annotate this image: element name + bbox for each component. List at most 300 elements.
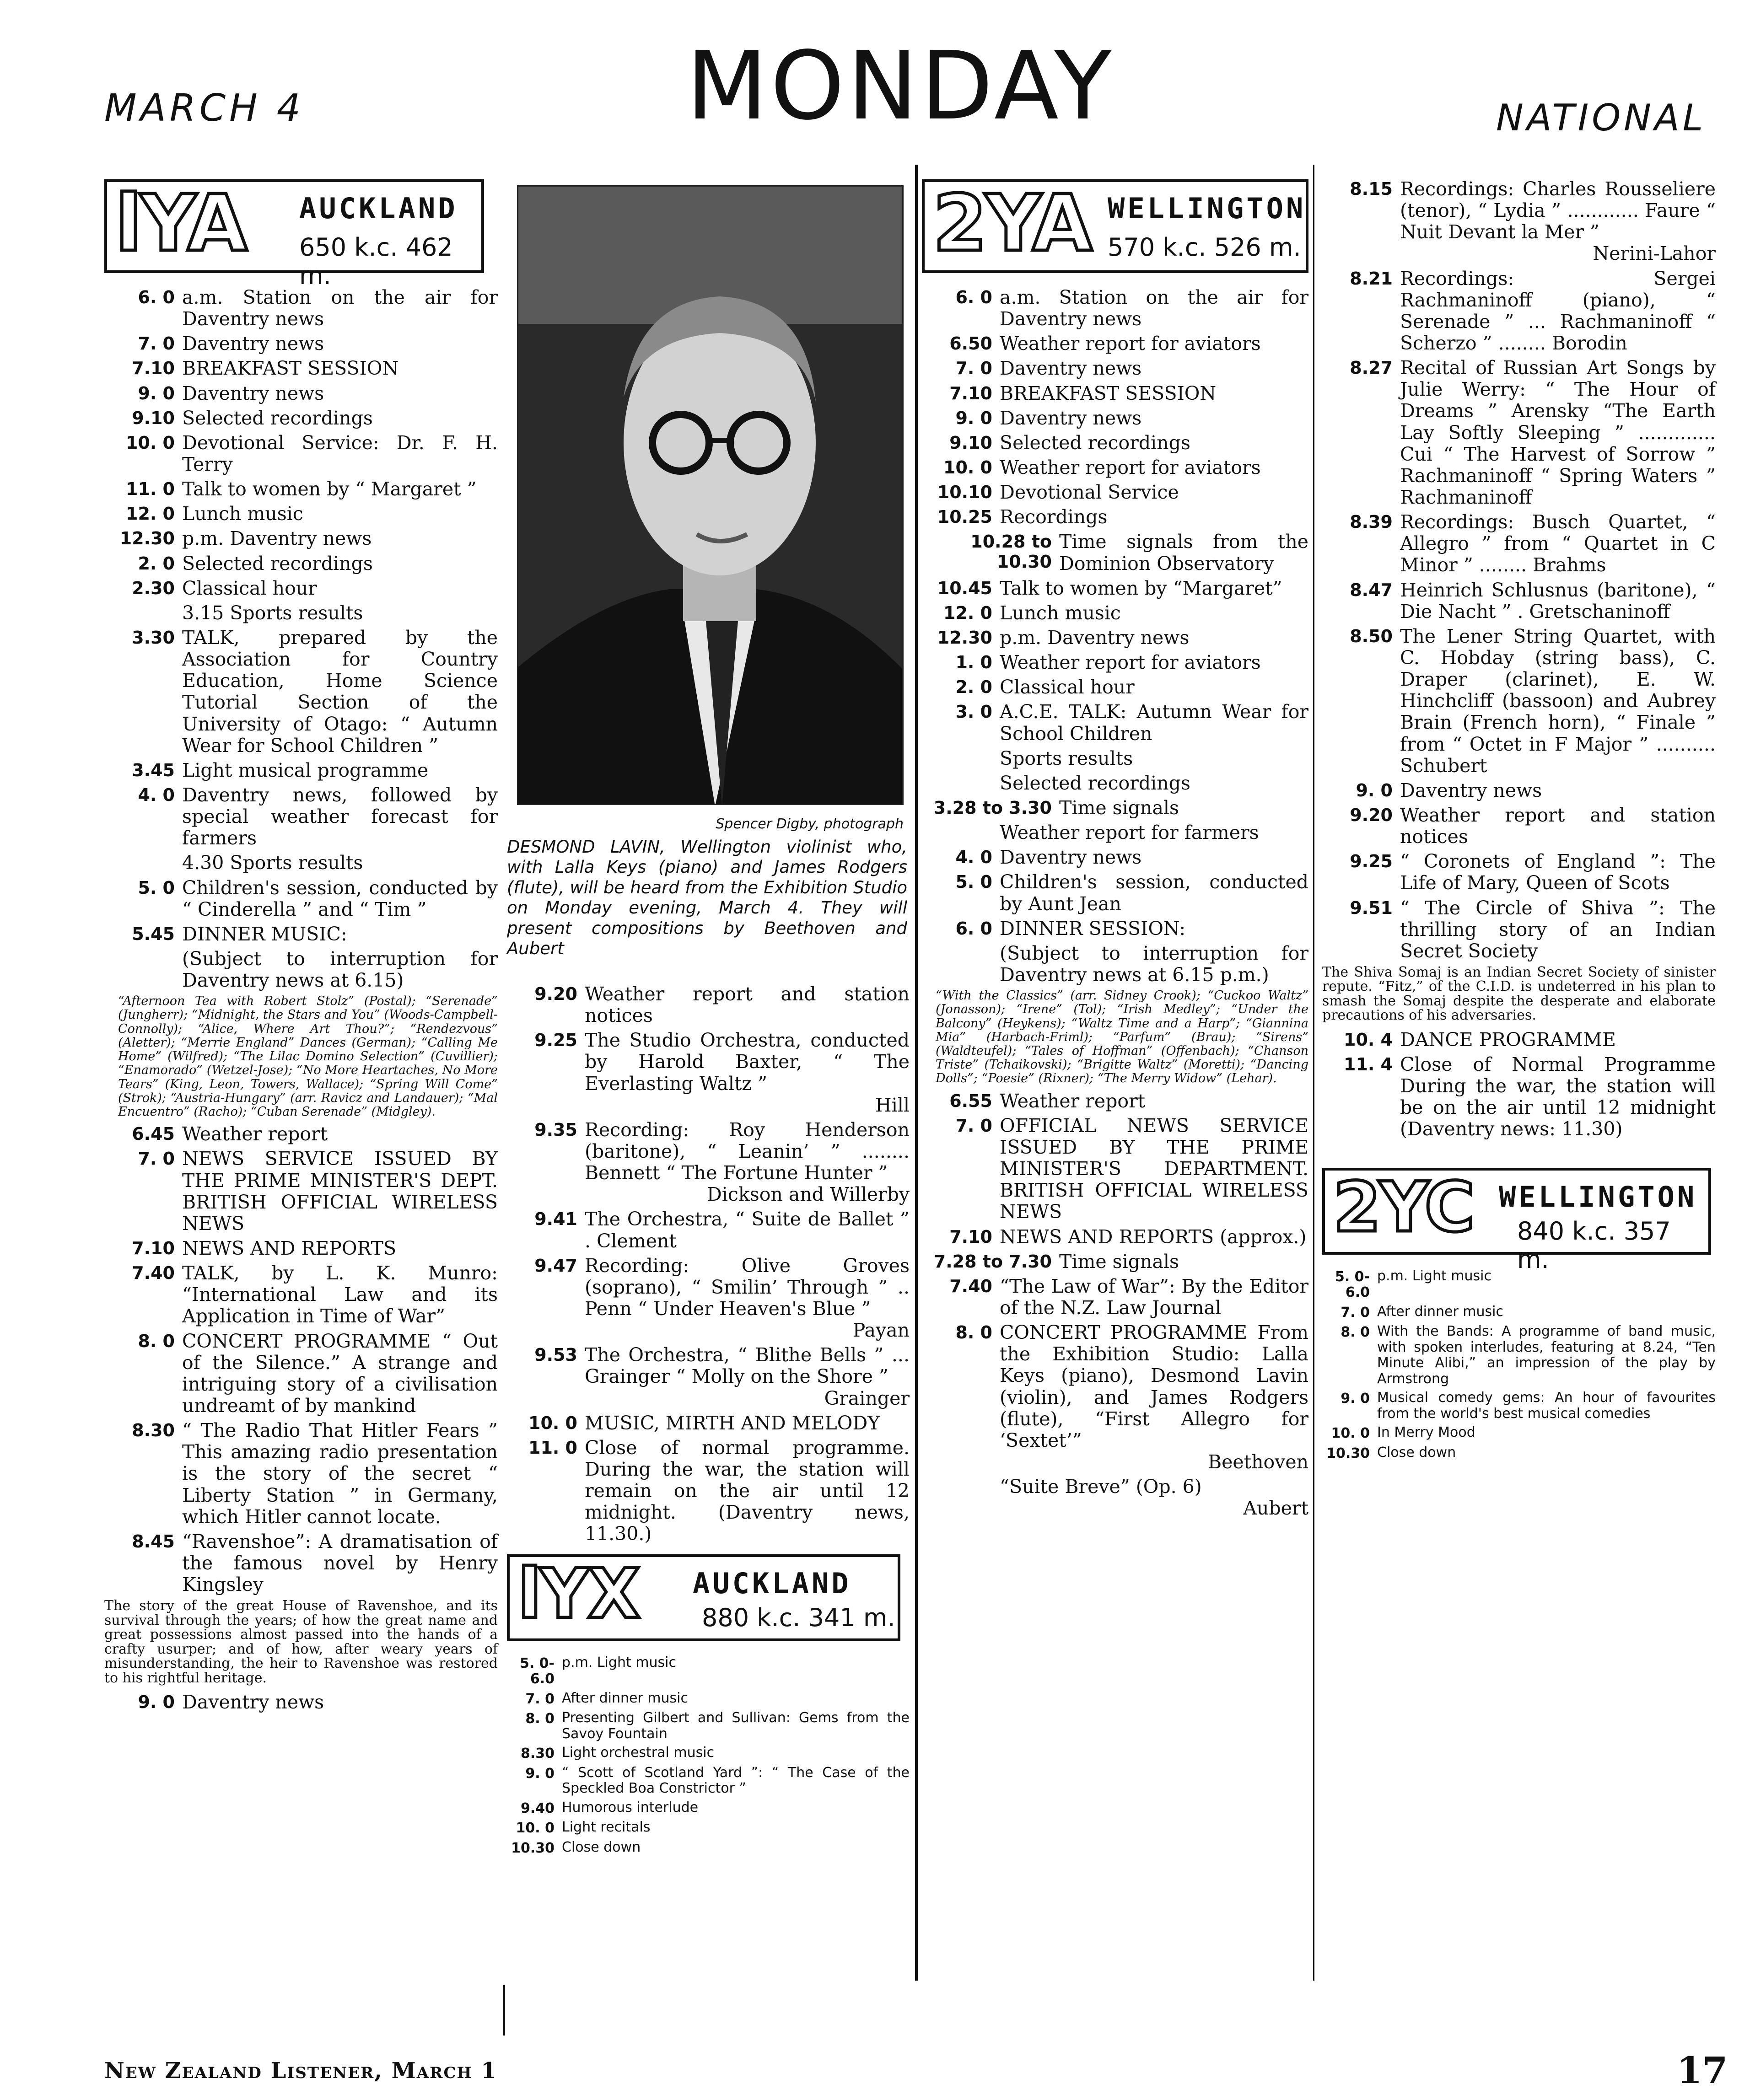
time: 6.50: [949, 333, 992, 354]
programme: [1000, 1115, 1308, 1223]
time: 9.25: [534, 1030, 577, 1051]
programme-text: Close down: [562, 1839, 641, 1855]
time: 7. 0: [955, 1115, 992, 1136]
programme: [1400, 897, 1716, 962]
programme: [562, 1840, 910, 1857]
call-sign: lYX: [518, 1554, 639, 1634]
schedule-entry: [922, 773, 1308, 794]
time: 9.25: [1350, 851, 1393, 872]
time: 3. 0: [955, 702, 992, 722]
programme: [585, 1119, 910, 1206]
programme: [1000, 333, 1308, 354]
programme-text: Classical hour: [182, 577, 317, 599]
time: 8. 0: [138, 1331, 175, 1351]
time: 10.45: [937, 578, 992, 598]
time: [104, 948, 182, 991]
programme-text: “Ravenshoe”: A dramatisation of the famous novel by Henry Kingsley: [182, 1530, 498, 1596]
time: 9.40: [520, 1800, 555, 1816]
time: 9.41: [534, 1209, 577, 1230]
station-logo-1YA: [104, 178, 484, 290]
programme: [1400, 780, 1716, 801]
schedule-entry: [104, 1262, 498, 1327]
composer: Hill: [875, 1094, 910, 1116]
programme: [1000, 432, 1308, 454]
time: 6. 0: [955, 918, 992, 939]
programme-text: A.C.E. TALK: Autumn Wear for School Children: [1000, 701, 1308, 745]
composer: Aubert: [1243, 1497, 1308, 1520]
programme: [182, 528, 498, 549]
programme: [1059, 797, 1308, 819]
programme: [182, 602, 498, 624]
programme-text: MUSIC, MIRTH AND MELODY: [585, 1412, 880, 1434]
column-2YA: [922, 174, 1308, 1522]
programme: [182, 408, 498, 429]
programme: [585, 1030, 910, 1116]
time: 10.28 to 10.30: [970, 532, 1052, 572]
time: 7. 0: [1341, 1304, 1370, 1321]
programme-text: NEWS SERVICE ISSUED BY THE PRIME MINISTER'S DEPT. BRITISH OFFICIAL WIRELESS NEWS: [182, 1148, 498, 1235]
programme: [182, 1531, 498, 1595]
time: 7.10: [132, 358, 175, 379]
schedule-entry: [922, 482, 1308, 503]
programme-text: “Suite Breve” (Op. 6): [1000, 1476, 1202, 1498]
time: 8.50: [1350, 626, 1393, 646]
schedule-entry: [104, 333, 498, 354]
programme-text: Time signals from the Dominion Observatory: [1059, 531, 1308, 575]
programme: [1000, 943, 1308, 986]
schedule-entry: [922, 457, 1308, 478]
schedule-entry: [1322, 780, 1716, 801]
programme-text: Weather report: [182, 1123, 328, 1145]
programme-text: Lunch music: [182, 503, 303, 525]
time: 9. 0: [955, 408, 992, 428]
page-title: MONDAY: [686, 31, 1114, 141]
portrait-image: [518, 187, 904, 805]
time: 5. 0: [955, 872, 992, 892]
programme-text: Daventry news: [1000, 407, 1142, 429]
column-1YA-continued: [507, 983, 910, 1859]
programme: [585, 1344, 910, 1409]
time: [104, 852, 182, 874]
schedule-entry: [1322, 1324, 1716, 1387]
schedule-entry: [922, 1322, 1308, 1473]
programme-text: Weather report for aviators: [1000, 333, 1261, 355]
ravenshoe-note: The story of the great House of Ravenshoe, and its survival through the years; of how the great name and great possessions almost passed into the hands of a crafty usurper; and of how, after weary years of misunderstanding, the heir to Ravenshoe was restored to his rightful heritage.: [104, 1598, 498, 1686]
programme-text: OFFICIAL NEWS SERVICE ISSUED BY THE PRIME MINISTER'S DEPARTMENT. BRITISH OFFICIAL WIRELESS NEWS: [1000, 1114, 1308, 1223]
programme-text: Presenting Gilbert and Sullivan: Gems from the Savoy Fountain: [562, 1710, 910, 1742]
schedule-entry: [922, 1115, 1308, 1223]
time: 8.47: [1350, 580, 1393, 600]
schedule-entry: [922, 1090, 1308, 1112]
time: 6. 0: [955, 287, 992, 307]
programme-text: p.m. Light music: [1377, 1268, 1491, 1284]
time: 8.30: [520, 1746, 555, 1762]
programme-text: Musical comedy gems: An hour of favourites from the world's best musical comedies: [1377, 1390, 1716, 1422]
time: 7. 0: [955, 358, 992, 379]
programme: [1000, 677, 1308, 698]
schedule-entry: [922, 627, 1308, 649]
programme: [1377, 1425, 1716, 1442]
programme-text: Recording: Roy Henderson (baritone), “ Leanin’ ” ........ Bennett “ The Fortune Hunter ”: [585, 1118, 910, 1184]
schedule-entry: [104, 478, 498, 500]
schedule-entry: [507, 983, 910, 1026]
schedule-entry: [507, 1710, 910, 1742]
schedule-list: [507, 1655, 910, 1857]
time: 9.53: [534, 1345, 577, 1365]
programme: [1400, 511, 1716, 576]
time: [922, 1476, 1000, 1519]
station-logo-1YX: [507, 1554, 900, 1641]
time: 7.40: [132, 1263, 175, 1284]
programme-text: “ The Radio That Hitler Fears ” This amazing radio presentation is the story of the secret “ Liberty Station ” in Germany, which Hitler cannot locate.: [182, 1419, 498, 1528]
dinner-music-note: “Afternoon Tea with Robert Stolz” (Postal); “Serenade” (Jungherr); “Midnight, the Stars and You” (Woods-Campbell-Connolly); “Alice, Where Art Thou?”; “Rendezvous” (Aletter); “Merrie England” Dances (German); “Calling Me Home” (Wilfred); “The Lilac Domino Selection” (Cuvillier); “Enamorado” (Wetzel-Jose); “No More Heartaches, No More Tears” (King, Leon, Towers, Wallace); “Spring Will Come” (Strok); “Austria-Hungary” (arr. Ravicz and Landauer); “Mal Encuentro” (Racho); “Cuban Serenade” (Midgley).: [118, 994, 498, 1119]
call-sign: lYA: [115, 178, 246, 269]
programme: [1400, 805, 1716, 848]
schedule-entry: [507, 1691, 910, 1708]
time: 10. 0: [1331, 1425, 1370, 1442]
programme-text: Sports results: [1000, 747, 1133, 769]
programme: [1377, 1324, 1716, 1387]
time: 12. 0: [943, 602, 992, 623]
programme-text: Classical hour: [1000, 676, 1135, 698]
programme: [1000, 358, 1308, 379]
time: 9.51: [1350, 897, 1393, 918]
call-sign: 2YA: [933, 178, 1091, 269]
time: 4. 0: [138, 784, 175, 805]
schedule-entry: [922, 333, 1308, 354]
programme-text: CONCERT PROGRAMME “ Out of the Silence.” A strange and intriguing story of a civilisation undreamt of by mankind: [182, 1330, 498, 1417]
programme-text: Recordings: [1000, 506, 1108, 528]
schedule-entry: [922, 287, 1308, 330]
time: 9. 0: [525, 1765, 555, 1782]
schedule-entry: [104, 383, 498, 404]
schedule-entry: [507, 1765, 910, 1797]
programme: [1000, 1476, 1308, 1519]
schedule-entry: [1322, 626, 1716, 777]
programme-text: p.m. Daventry news: [182, 527, 372, 550]
programme: [562, 1745, 910, 1762]
programme: [585, 1413, 910, 1434]
schedule-entry: [1322, 1054, 1716, 1140]
schedule-entry: [922, 408, 1308, 429]
programme: [182, 553, 498, 575]
programme: [182, 287, 498, 330]
network-label: NATIONAL: [1496, 97, 1707, 139]
programme-text: Time signals: [1059, 1250, 1179, 1273]
time: 11. 4: [1344, 1054, 1393, 1075]
time: 9. 0: [138, 1692, 175, 1713]
programme: [1000, 578, 1308, 599]
schedule-list: [1322, 1268, 1716, 1462]
schedule-entry: [922, 1276, 1308, 1319]
time: 9. 0: [138, 383, 175, 403]
programme-text: Recital of Russian Art Songs by Julie Werry: “ The Hour of Dreams ” Arensky “The Earth Lay Softly Sleeping ” ............. Cui “ The Harvest of Sorrow ” Rachmaninoff “ Spring Waters ” Rachmaninoff: [1400, 357, 1716, 508]
time: 10.30: [1326, 1445, 1370, 1461]
schedule-entry: [104, 1531, 498, 1595]
schedule-entry: [104, 1692, 498, 1713]
photo-credit: Spencer Digby, photograph: [716, 816, 904, 832]
station-city: WELLINGTON: [1108, 192, 1306, 225]
programme-text: CONCERT PROGRAMME From the Exhibition Studio: Lalla Keys (piano), Desmond Lavin (violin), and James Rodgers (flute), “First Allegro for ‘Sextet’”: [1000, 1321, 1308, 1451]
time: 2. 0: [955, 677, 992, 698]
time: 10.25: [937, 507, 992, 527]
composer: Grainger: [824, 1387, 910, 1409]
programme-text: Light recitals: [562, 1819, 651, 1836]
time: 6.45: [132, 1124, 175, 1144]
time: 7.40: [949, 1276, 992, 1296]
programme-text: Daventry news: [1000, 357, 1142, 380]
schedule-entry: [1322, 1304, 1716, 1321]
programme: [182, 924, 498, 945]
footer-publication: New Zealand Listener, March 1: [104, 2058, 497, 2084]
schedule-entry: [507, 1437, 910, 1545]
schedule-entry: [104, 408, 498, 429]
programme: [1000, 1322, 1308, 1473]
programme: [182, 503, 498, 525]
programme-text: Close down: [1377, 1444, 1456, 1461]
time: 7.10: [132, 1238, 175, 1259]
time: 10. 0: [943, 457, 992, 478]
programme-text: (Subject to interruption for Daventry news at 6.15 p.m.): [1000, 942, 1308, 986]
programme-text: Talk to women by “ Margaret ”: [182, 478, 477, 500]
schedule-entry: [104, 877, 498, 920]
programme-text: Daventry news: [1000, 846, 1142, 869]
programme: [182, 1331, 498, 1417]
time: 9. 0: [1356, 780, 1393, 800]
schedule-entry: [104, 432, 498, 475]
programme-text: NEWS AND REPORTS: [182, 1237, 397, 1260]
programme: [182, 333, 498, 354]
time: 5. 0: [138, 877, 175, 898]
schedule-entry: [104, 503, 498, 525]
station-frequency: 650 k.c. 462 m.: [299, 233, 453, 290]
programme: [1000, 602, 1308, 624]
programme-text: Selected recordings: [182, 552, 373, 575]
schedule-entry: [1322, 357, 1716, 508]
schedule-entry: [104, 1420, 498, 1528]
programme-text: 3.15 Sports results: [182, 602, 363, 624]
schedule-entry: [922, 506, 1308, 528]
programme-text: Lunch music: [1000, 602, 1121, 624]
programme-text: p.m. Light music: [562, 1654, 676, 1670]
time: 3.28 to 3.30: [933, 797, 1052, 818]
programme-text: Weather report and station notices: [1400, 804, 1716, 848]
programme: [1400, 357, 1716, 508]
programme-text: Devotional Service: [1000, 481, 1179, 504]
schedule-entry: [922, 1226, 1308, 1248]
schedule-entry: [922, 1251, 1308, 1273]
programme-text: After dinner music: [1377, 1303, 1504, 1320]
station-frequency: 570 k.c. 526 m.: [1108, 233, 1301, 262]
time: 2. 0: [138, 553, 175, 574]
programme-text: (Subject to interruption for Daventry news at 6.15): [182, 947, 498, 992]
schedule-entry: [507, 1255, 910, 1342]
schedule-list: [507, 983, 910, 1545]
schedule-entry: [507, 1344, 910, 1409]
schedule-entry: [1322, 1029, 1716, 1051]
programme-text: Humorous interlude: [562, 1799, 699, 1815]
schedule-entry: [1322, 580, 1716, 623]
programme-text: Close of Normal Programme During the war, the station will be on the air until 12 midnight (Daventry news: 11.30): [1400, 1053, 1716, 1140]
time: 12. 0: [126, 504, 175, 524]
programme: [182, 784, 498, 849]
programme: [182, 948, 498, 991]
time: 8. 0: [955, 1322, 992, 1343]
time: 9.20: [1350, 805, 1393, 825]
programme-text: Daventry news: [182, 382, 324, 404]
programme-text: TALK, prepared by the Association for Country Education, Home Science Tutorial Section of the University of Otago: “ Autumn Wear for School Children ”: [182, 626, 498, 757]
programme-text: After dinner music: [562, 1690, 689, 1706]
programme-text: Weather report and station notices: [585, 983, 910, 1027]
column-2YA-continued: [1322, 178, 1716, 1465]
schedule-entry: [104, 948, 498, 991]
programme: [1400, 851, 1716, 894]
shiva-note: The Shiva Somaj is an Indian Secret Society of sinister repute. “Fitz,” of the C.I.D. is undeterred in his plan to smash the Somaj despite the desperate and elaborate precautions of his adversaries.: [1322, 964, 1716, 1024]
programme: [182, 478, 498, 500]
station-city: AUCKLAND: [693, 1566, 851, 1600]
programme: [1377, 1445, 1716, 1462]
schedule-list: [104, 287, 498, 991]
schedule-entry: [922, 531, 1308, 574]
programme-text: Time signals: [1059, 796, 1179, 819]
time: 1. 0: [955, 652, 992, 673]
schedule-entry: [507, 1820, 910, 1837]
schedule-entry: [104, 1123, 498, 1145]
programme-text: “ Coronets of England ”: The Life of Mary, Queen of Scots: [1400, 850, 1716, 894]
programme: [1000, 457, 1308, 478]
station-city: AUCKLAND: [299, 192, 458, 225]
composer: Beethoven: [1207, 1450, 1308, 1473]
programme: [1000, 701, 1308, 744]
time: 12.30: [119, 528, 175, 549]
programme: [1000, 408, 1308, 429]
time: 7.10: [949, 1226, 992, 1247]
station-frequency: 840 k.c. 357 m.: [1517, 1216, 1671, 1274]
programme: [182, 578, 498, 599]
programme: [1400, 1054, 1716, 1140]
programme-text: BREAKFAST SESSION: [1000, 382, 1217, 404]
schedule-entry: [104, 1148, 498, 1235]
programme-text: Light orchestral music: [562, 1745, 715, 1761]
programme: [1400, 626, 1716, 777]
programme-text: Daventry news: [1400, 779, 1542, 801]
time: 2.30: [132, 578, 175, 598]
schedule-entry: [922, 748, 1308, 769]
time: 10.30: [511, 1840, 555, 1856]
time: 5. 0-6.0: [519, 1655, 555, 1687]
programme-text: Weather report for aviators: [1000, 651, 1261, 674]
station-logo-2YA: [922, 179, 1308, 273]
programme-text: Daventry news, followed by special weather forecast for farmers: [182, 784, 498, 849]
time: [922, 943, 1000, 986]
programme-text: Close of normal programme. During the war, the station will remain on the air until 12 midnight. (Daventry news, 11.30.): [585, 1436, 910, 1545]
programme: [585, 983, 910, 1026]
time: 8.39: [1350, 512, 1393, 532]
time: 9.47: [534, 1255, 577, 1276]
schedule-entry: [922, 847, 1308, 868]
time: 8. 0: [1341, 1324, 1370, 1341]
schedule-entry: [104, 1331, 498, 1417]
programme-text: Light musical programme: [182, 759, 429, 781]
programme: [1059, 531, 1308, 574]
programme: [1000, 748, 1308, 769]
programme-text: “The Law of War”: By the Editor of the N.Z. Law Journal: [1000, 1275, 1308, 1319]
programme-text: The Orchestra, “ Blithe Bells ” ... Grainger “ Molly on the Shore ”: [585, 1344, 910, 1388]
page-date: MARCH 4: [104, 86, 304, 130]
time: 3.45: [132, 760, 175, 780]
schedule-entry: [507, 1655, 910, 1687]
portrait-photo: [517, 185, 904, 805]
column-1YA: [104, 174, 498, 1716]
schedule-list: [922, 1090, 1308, 1520]
page-number: 17: [1677, 2049, 1728, 2092]
programme-text: Recordings: Sergei Rachmaninoff (piano), “ Serenade ” ... Rachmaninoff “ Scherzo ” ........ Borodin: [1400, 267, 1716, 354]
programme-text: In Merry Mood: [1377, 1424, 1475, 1441]
programme-text: Weather report for aviators: [1000, 456, 1261, 478]
programme: [562, 1691, 910, 1708]
station-city: WELLINGTON: [1499, 1180, 1697, 1214]
programme-text: The Orchestra, “ Suite de Ballet ” . Clement: [585, 1208, 910, 1252]
programme: [1000, 1226, 1308, 1248]
programme: [585, 1437, 910, 1545]
composer: Dickson and Willerby: [706, 1183, 910, 1206]
time: 5. 0-6.0: [1335, 1268, 1370, 1301]
schedule-entry: [922, 943, 1308, 986]
composer: Nerini-Lahor: [1593, 242, 1716, 265]
programme: [182, 1123, 498, 1145]
time: 6.55: [949, 1090, 992, 1111]
schedule-entry: [104, 760, 498, 781]
time: 7. 0: [138, 333, 175, 354]
schedule-entry: [1322, 1390, 1716, 1422]
schedule-entry: [922, 578, 1308, 599]
programme: [1400, 1029, 1716, 1051]
time: 8.27: [1350, 358, 1393, 378]
schedule-entry: [104, 553, 498, 575]
programme-text: NEWS AND REPORTS (approx.): [1000, 1225, 1307, 1248]
programme: [182, 627, 498, 757]
schedule-entry: [104, 287, 498, 330]
time: [922, 748, 1000, 769]
programme-text: Devotional Service: Dr. F. H. Terry: [182, 431, 498, 475]
time: 8.45: [132, 1531, 175, 1552]
time: 8.15: [1350, 179, 1393, 199]
time: 6. 0: [138, 287, 175, 307]
time: 11. 0: [528, 1437, 577, 1458]
schedule-entry: [922, 432, 1308, 454]
schedule-entry: [1322, 805, 1716, 848]
time: 10. 0: [528, 1413, 577, 1433]
schedule-entry: [922, 701, 1308, 744]
time: 9.10: [132, 408, 175, 428]
programme-text: Weather report for farmers: [1000, 822, 1259, 844]
schedule-entry: [507, 1745, 910, 1762]
time: 9.35: [534, 1119, 577, 1140]
programme-text: Selected recordings: [182, 407, 373, 429]
time: 10. 4: [1344, 1029, 1393, 1050]
programme-text: DINNER MUSIC:: [182, 923, 347, 945]
column-rule: [1313, 165, 1314, 1981]
programme-text: Selected recordings: [1000, 772, 1190, 794]
programme: [182, 1238, 498, 1259]
programme: [182, 383, 498, 404]
time: 9. 0: [1341, 1391, 1370, 1407]
schedule-entry: [922, 383, 1308, 404]
time: 8. 0: [525, 1711, 555, 1727]
programme: [1000, 287, 1308, 330]
composer: Payan: [852, 1319, 910, 1342]
time: 7.10: [949, 383, 992, 403]
